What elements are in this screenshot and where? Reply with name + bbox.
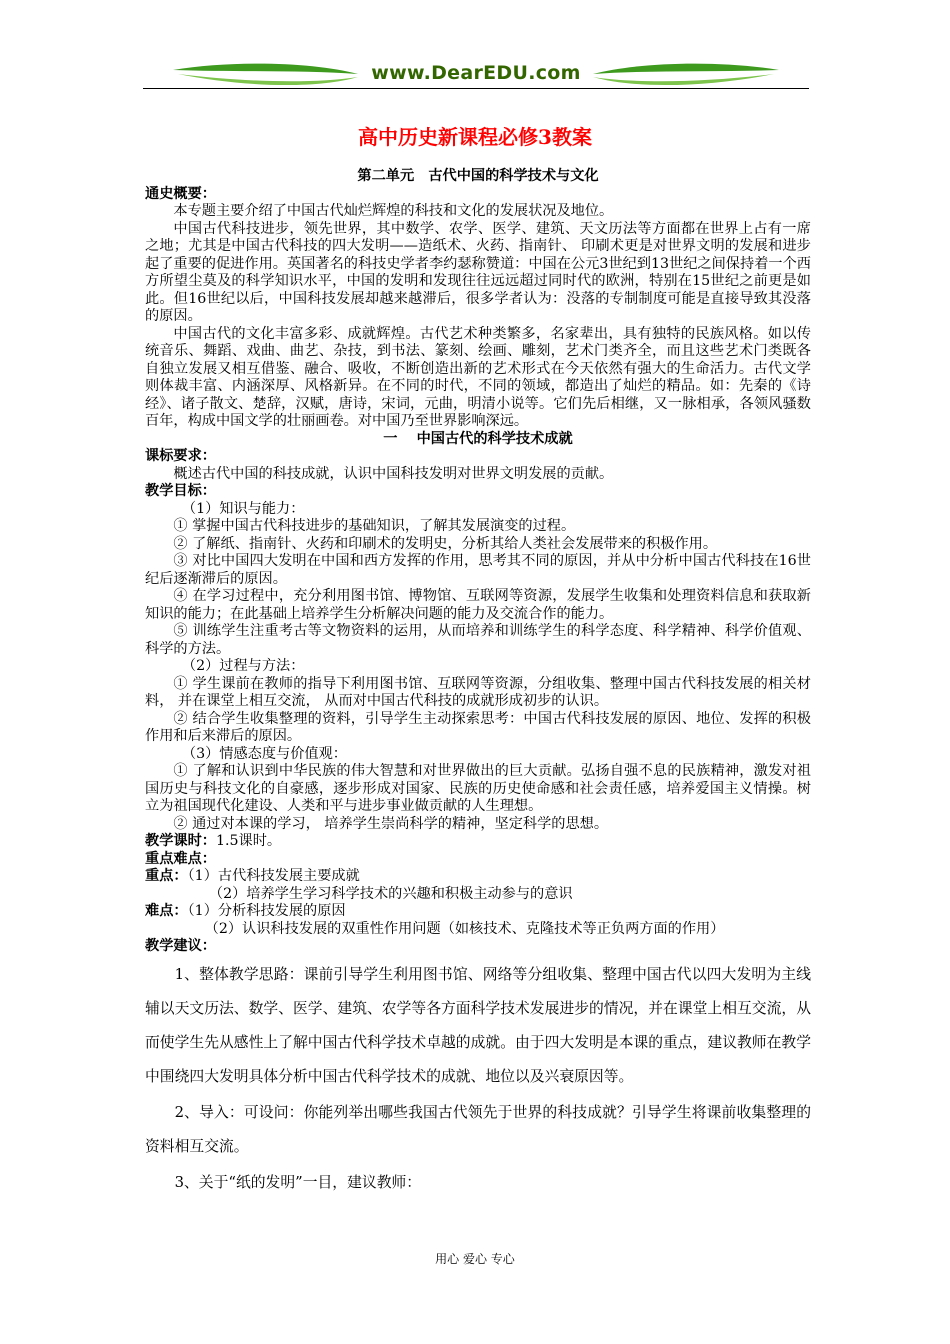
keypoints-label: 重点难点： — [145, 850, 216, 867]
overview-para: 中国古代科技进步，领先世界，其中数学、农学、医学、建筑、天文历法等方面都在世界上占有一席之地；尤其是中国古代科技的四大发明——造纸术、火药、指南针、 印刷术更是对世界文明的发展和进步起了重要的促进作用。英国著名的科技史学者李约瑟称赞道：中国在公元3世纪到13世纪之间保持着一个西方所望尘莫及的科学知识水平，中国的发明和发现往往远远超过同时代的欧洲，特别在15世纪之前更是如此。但16世纪以后，中国科技发展却越来越滞后，很多学者认为：没落的专制制度可能是直接导致其没落的原因。 — [145, 220, 811, 324]
key-point-item: （1）古代科技发展主要成就 — [187, 868, 360, 884]
suggestion-para: 1、整体教学思路：课前引导学生利用图书馆、网络等分组收集、整理中国古代以四大发明为主线辅以天文历法、数学、医学、建筑、农学等各方面科学技术发展进步的情况，并在课堂上相互交流，从而使学生先从感性上了解中国古代科学技术卓越的成就。由于四大发明是本课的重点，建议教师在教学中围绕四大发明具体分析中国古代科学技术的成就、地位以及兴衰原因等。 — [145, 965, 811, 1085]
key-point-label: 重点： — [145, 868, 188, 884]
suggestion-para: 3、关于“纸的发明”一目，建议教师： — [174, 1173, 422, 1191]
lesson-title: 一 中国古代的科学技术成就 — [383, 430, 573, 447]
unit-title: 第二单元 古代中国的科学技术与文化 — [357, 168, 599, 184]
site-url[interactable]: www.DearEDU.com — [371, 62, 581, 84]
goal-item: ② 结合学生收集整理的资料，引导学生主动探索思考：中国古代科技发展的原因、地位、发挥的积极作用和后来滞后的原因。 — [145, 710, 811, 744]
hours-text: 1.5课时。 — [215, 833, 282, 849]
goal-item: ① 学生课前在教师的指导下利用图书馆、互联网等资源，分组收集、整理中国古代科技发展的相关材料， 并在课堂上相互交流， 从而对中国古代科技的成就形成初步的认识。 — [145, 675, 811, 709]
overview-para: 中国古代的文化丰富多彩、成就辉煌。古代艺术种类繁多，名家辈出，具有独特的民族风格。如以传统音乐、舞蹈、戏曲、曲艺、杂技，到书法、篆刻、绘画、雕刻，艺术门类齐全，而且这些艺术门类既各自独立发展又相互借鉴、融合、吸收，不断创造出新的艺术形式在今天依然有强大的生命活力。古代文学则体裁丰富、内涵深厚、风格新异。在不同的时代，不同的领域，都造出了灿烂的精品。如：先秦的《诗经》、诸子散文、楚辞，汉赋，唐诗，宋词，元曲，明清小说等。它们先后相继，又一脉相承，各领风骚数百年，构成中国文学的壮丽画卷。对中国乃至世界影响深远。 — [145, 325, 811, 429]
goal-heading: （1）知识与能力： — [181, 500, 305, 517]
page-footer: 用心 爱心 专心 — [435, 1252, 515, 1266]
goal-item: ② 了解纸、指南针、火药和印刷术的发明史，分析其给人类社会发展带来的积极作用。 — [173, 535, 718, 552]
hours-label: 教学课时： — [145, 833, 216, 849]
goal-item: ① 掌握中国古代科技进步的基础知识，了解其发展演变的过程。 — [173, 518, 576, 534]
difficulty-item: （2）认识科技发展的双重性作用问题（如核技术、克隆技术等正负两方面的作用） — [204, 920, 725, 937]
goal-item: ④ 在学习过程中，充分利用图书馆、博物馆、互联网等资源，发展学生收集和处理资料信息和获取新知识的能力；在此基础上培养学生分析解决问题的能力及交流合作的能力。 — [145, 588, 811, 622]
goal-heading: （2）过程与方法： — [181, 658, 305, 674]
difficulty-line — [145, 903, 811, 921]
overview-para: 本专题主要介绍了中国古代灿烂辉煌的科技和文化的发展状况及地位。 — [173, 203, 614, 219]
difficulty-item: （1）分析科技发展的原因 — [187, 903, 346, 919]
goal-item: ② 通过对本课的学习， 培养学生崇尚科学的精神，坚定科学的思想。 — [173, 815, 609, 832]
goals-label: 教学目标： — [145, 483, 216, 499]
key-point-line — [145, 868, 811, 886]
goal-item: ③ 对比中国四大发明在中国和西方发挥的作用，思考其不同的原因，并从中分析中国古代科技在16世纪后逐渐滞后的原因。 — [145, 553, 811, 587]
document-body — [145, 168, 811, 1200]
goal-heading: （3）情感态度与价值观： — [181, 745, 347, 762]
suggestions-label: 教学建议： — [145, 938, 216, 954]
goal-item: ⑤ 训练学生注重考古等文物资料的运用，从而培养和训练学生的科学态度、科学精神、科学价值观、科学的方法。 — [145, 623, 811, 657]
key-point-item: （2）培养学生学习科学技术的兴趣和积极主动参与的意识 — [208, 885, 573, 902]
hours-line — [145, 833, 811, 851]
goal-item: ① 了解和认识到中华民族的伟大智慧和对世界做出的巨大贡献。弘扬自强不息的民族精神，激发对祖国历史与科技文化的自豪感，逐步形成对国家、民族的历史使命感和社会责任感，培养爱国主义情操。树立为祖国现代化建设、人类和平与进步事业做贡献的人生理想。 — [145, 763, 811, 814]
overview-label: 通史概要： — [145, 185, 216, 202]
header-rule — [143, 88, 809, 89]
difficulty-label: 难点： — [145, 903, 188, 919]
suggestion-para: 2、导入：可设问：你能列举出哪些我国古代领先于世界的科技成就？引导学生将课前收集整理的资料相互交流。 — [145, 1103, 811, 1155]
standard-label: 课标要求： — [145, 448, 216, 464]
standard-text: 概述古代中国的科技成就，认识中国科技发明对世界文明发展的贡献。 — [173, 465, 614, 482]
page-title: 高中历史新课程必修3教案 — [358, 125, 592, 149]
